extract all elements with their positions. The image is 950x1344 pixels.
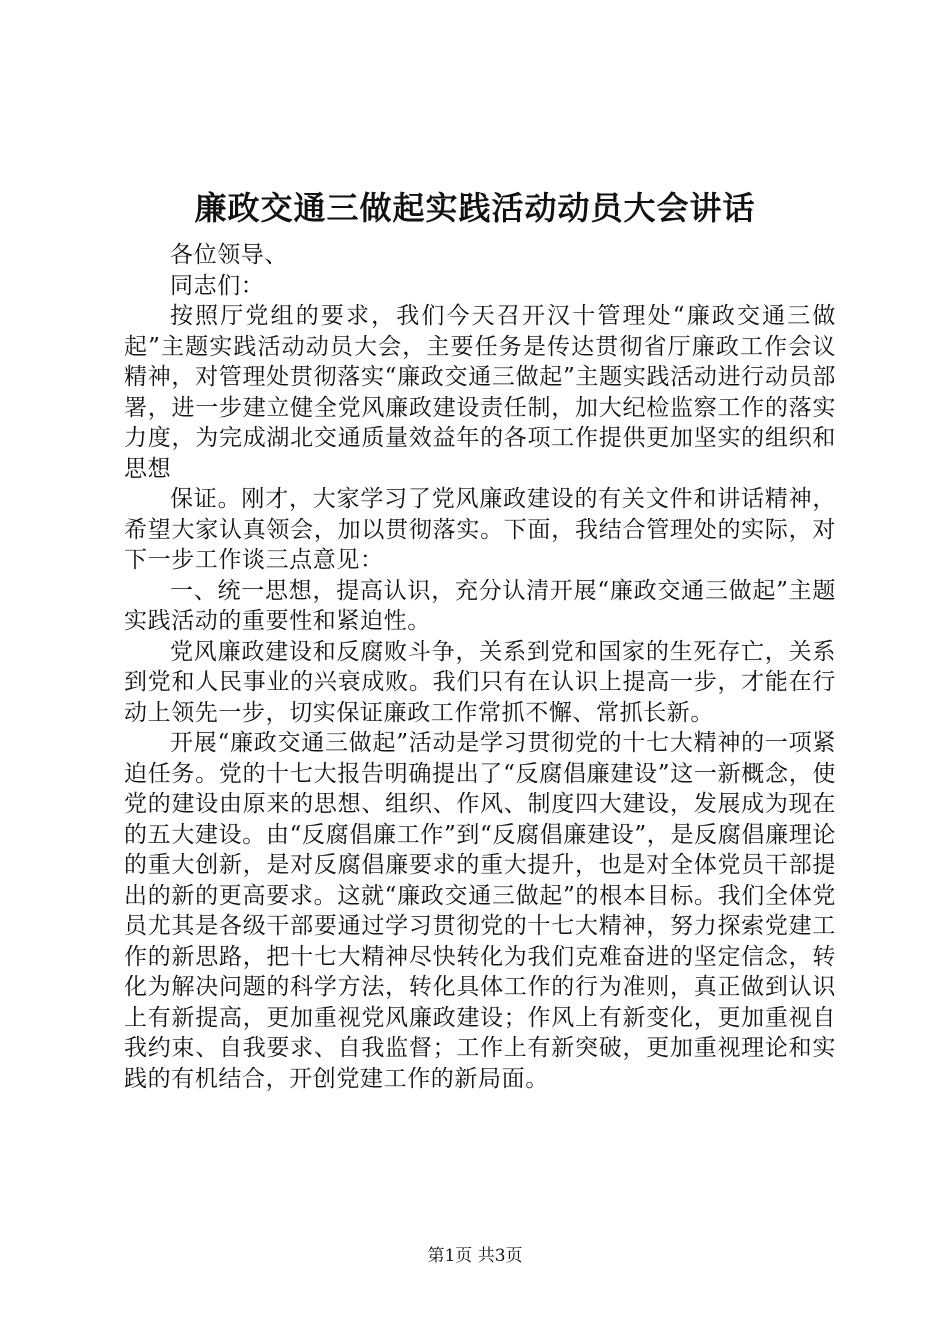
page-number: 第1页 bbox=[427, 1246, 473, 1266]
body-paragraph: 开展“廉政交通三做起”活动是学习贯彻党的十七大精神的一项紧迫任务。党的十七大报告明确提出了“反腐倡廉建设”这一新概念，使党的建设由原来的思想、组织、作风、制度四大建设，发展成为现在的五大建设。由“反腐倡廉工作”到“反腐倡廉建设”，是反腐倡廉理论的重大创新，是对反腐倡廉要求的重大提升，也是对全体党员干部提出的新的更高要求。这就“廉政交通三做起”的根本目标。我们全体党员尤其是各级干部要通过学习贯彻党的十七大精神，努力探索党建工作的新思路，把十七大精神尽快转化为我们克难奋进的坚定信念，转化为解决问题的科学方法，转化具体工作的行为准则，真正做到认识上有新提高，更加重视党风廉政建设；作风上有新变化，更加重视自我约束、自我要求、自我监督；工作上有新突破，更加重视理论和实践的有机结合，开创党建工作的新局面。 bbox=[124, 730, 836, 1092]
section-heading: 一、统一思想，提高认识，充分认清开展“廉政交通三做起”主题实践活动的重要性和紧迫性。 bbox=[124, 577, 836, 634]
page-footer bbox=[0, 1245, 950, 1267]
document-title: 廉政交通三做起实践活动动员大会讲话 bbox=[194, 189, 756, 227]
salutation-line-1: 各位领导、 bbox=[170, 242, 288, 268]
document-body bbox=[124, 240, 836, 1094]
body-paragraph: 党风廉政建设和反腐败斗争，关系到党和国家的生死存亡，关系到党和人民事业的兴衰成败。我们只有在认识上提高一步，才能在行动上领先一步，切实保证廉政工作常抓不懈、常抓长新。 bbox=[124, 638, 836, 726]
page-total: 共3页 bbox=[477, 1246, 523, 1266]
salutation-line-2: 同志们： bbox=[170, 272, 265, 299]
body-paragraph: 保证。刚才，大家学习了党风廉政建设的有关文件和讲话精神，希望大家认真领会，加以贯彻落实。下面，我结合管理处的实际，对下一步工作谈三点意见： bbox=[124, 486, 836, 573]
body-paragraph: 按照厅党组的要求，我们今天召开汉十管理处“廉政交通三做起”主题实践活动动员大会，主要任务是传达贯彻省厅廉政工作会议精神，对管理处贯彻落实“廉政交通三做起”主题实践活动进行动员部署，进一步建立健全党风廉政建设责任制，加大纪检监察工作的落实力度，为完成湖北交通质量效益年的各项工作提供更加坚实的组织和思想 bbox=[124, 303, 836, 482]
